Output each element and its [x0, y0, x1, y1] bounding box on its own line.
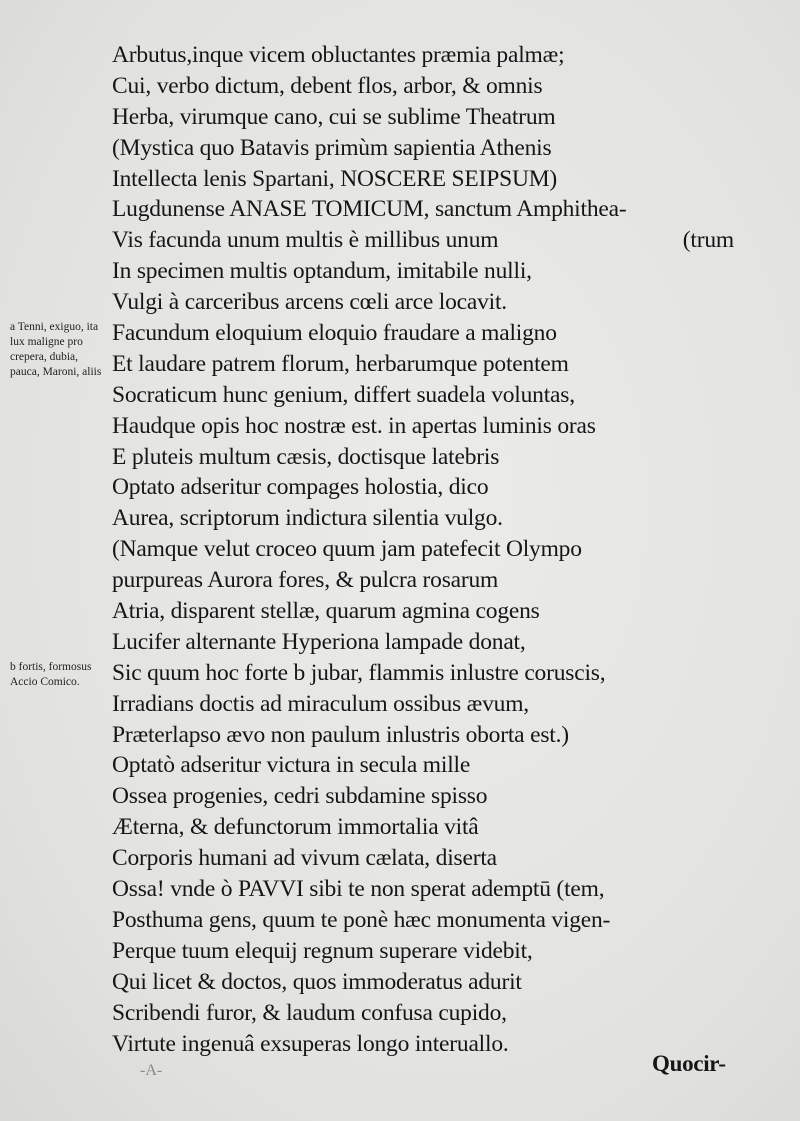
verse-line: Ossea progenies, cedri subdamine spisso: [112, 783, 488, 810]
verse-line: E pluteis multum cæsis, doctisque latebris: [112, 443, 500, 470]
verse-line: Facundum eloquium eloquio fraudare a maligno: [112, 320, 557, 347]
verse-line: Lucifer alternante Hyperiona lampade donat,: [112, 628, 526, 655]
verse-line: Posthuma gens, quum te ponè hæc monumenta vigen-: [112, 906, 611, 933]
verse-line: Perque tuum elequij regnum superare videbit,: [112, 937, 533, 964]
verse-line: Virtute ingenuâ exsuperas longo interuallo.: [112, 1030, 509, 1057]
signature-mark: -A-: [140, 1062, 163, 1079]
verse-line: Atria, disparent stellæ, quarum agmina cogens: [112, 598, 540, 625]
margin-note-b: b fortis, formosus Accio Comico.: [10, 661, 92, 688]
verse-line: (Mystica quo Batavis primùm sapientia Athenis: [112, 134, 552, 161]
verse-line: Haudque opis hoc nostræ est. in apertas luminis oras: [112, 412, 596, 439]
verse-line: Æterna, & defunctorum immortalia vitâ: [112, 814, 479, 841]
verse-line: Lugdunense ANASE TOMICUM, sanctum Amphithea-: [112, 196, 627, 223]
verse-line: Aurea, scriptorum indictura silentia vulgo.: [112, 505, 503, 532]
verse-line: Intellecta lenis Spartani, NOSCERE SEIPSUM): [112, 165, 558, 192]
verse-line: In specimen multis optandum, imitabile nulli,: [112, 258, 532, 285]
verse-line: Scribendi furor, & laudum confusa cupido,: [112, 999, 507, 1026]
verse-line: Præterlapso ævo non paulum inlustris oborta est.): [112, 721, 569, 748]
catchword: Quocir-: [652, 1051, 726, 1076]
verse-line: Corporis humani ad vivum cælata, diserta: [112, 845, 497, 872]
verse-line: Vis facunda unum multis è millibus unum (trum: [112, 225, 762, 256]
verse-line: Vulgi à carceribus arcens cœli arce locavit.: [112, 289, 507, 316]
margin-note-a: a Tenni, exiguo, ita lux maligne pro crepera, dubia, pauca, Maroni, aliis: [10, 321, 102, 378]
verse-line: Optato adseritur compages holostia, dico: [112, 474, 489, 501]
verse-text: [112, 40, 762, 1059]
verse-line: Arbutus,inque vicem obluctantes præmia palmæ;: [112, 42, 565, 68]
overflow-word: (trum: [682, 227, 734, 254]
verse-line: Socraticum hunc genium, differt suadela voluntas,: [112, 381, 575, 408]
verse-line: Herba, virumque cano, cui se sublime Theatrum: [112, 103, 556, 130]
verse-line: Irradians doctis ad miraculum ossibus ævum,: [112, 690, 529, 717]
verse-line: Sic quum hoc forte b jubar, flammis inlustre coruscis,: [112, 659, 606, 686]
verse-line: Qui licet & doctos, quos immoderatus adurit: [112, 968, 522, 995]
verse-line: Optatò adseritur victura in secula mille: [112, 752, 471, 779]
verse-line: (Namque velut croceo quum jam patefecit Olympo: [112, 536, 582, 563]
verse-line: Et laudare patrem florum, herbarumque potentem: [112, 350, 569, 377]
verse-line: purpureas Aurora fores, & pulcra rosarum: [112, 567, 499, 594]
verse-line: Ossa! vnde ò PAVVI sibi te non sperat ademptū (tem,: [112, 876, 605, 903]
verse-line: Cui, verbo dictum, debent flos, arbor, & omnis: [112, 72, 543, 99]
